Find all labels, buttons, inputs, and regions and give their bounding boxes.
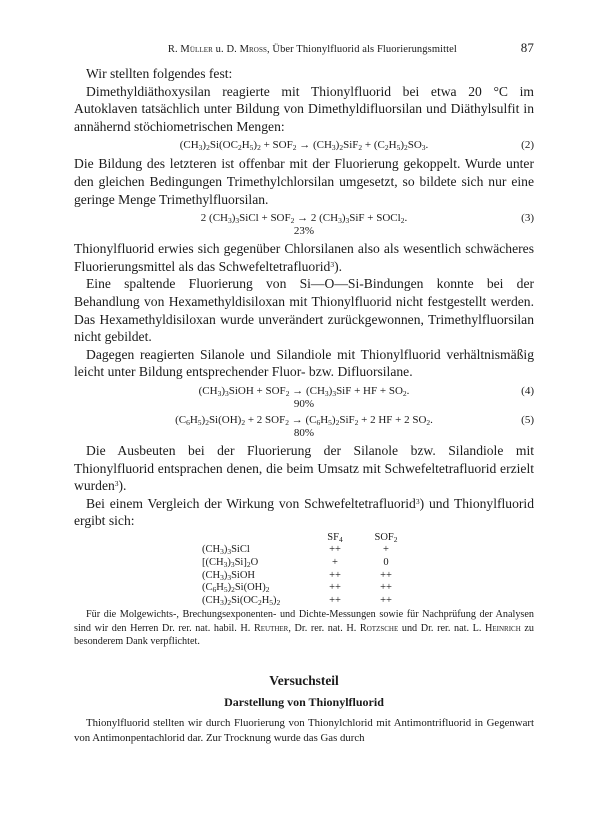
equation-3 — [74, 211, 534, 237]
equation-number: (3) — [521, 212, 534, 225]
reference-3: 3 — [330, 259, 335, 269]
table-row — [202, 582, 414, 595]
sof2-cell: ++ — [380, 569, 392, 581]
sf4-cell: ++ — [329, 569, 341, 581]
table-row — [202, 595, 414, 608]
page — [74, 40, 534, 746]
equation-4-formula: $(CH_3)_3SiOH + SOF_2 \to (CH_3)_3SiF$ + HF + $SO_2$. — [198, 384, 410, 398]
subsection-heading: Darstellung von Thionylfluorid — [224, 694, 384, 709]
equation-2 — [74, 138, 534, 152]
compound-cell: $(C_6H_5)_2Si(OH)_2$ — [202, 582, 270, 595]
sof2-cell: + — [383, 544, 389, 556]
column-header-sf4: $SF_4$ — [327, 531, 343, 544]
equation-5 — [74, 413, 534, 439]
sf4-cell: + — [332, 557, 338, 569]
paragraph-3: Die Bildung des letzteren ist offenbar mit der Fluorierung gekoppelt. Wurde unter den gleichen Bedingungen Trimethylchlorsilan umgesetzt, so bildete sich nur eine geringe Menge Trimethylfluorsilan. — [74, 156, 534, 207]
running-header — [74, 40, 534, 56]
reference-3: 3 — [415, 496, 420, 506]
equation-number: (2) — [521, 139, 534, 152]
paragraph-7: Die Ausbeuten bei der Fluorierung der Silanole bzw. Silandiole mit Thionylfluorid entsprachen denen, die beim Umsatz mit Schwefeltetrafluorid erzielt wurden$^3$). — [74, 442, 534, 494]
sof2-cell: ++ — [380, 594, 392, 606]
equation-number: (5) — [521, 413, 534, 426]
comparison-table — [202, 532, 414, 608]
table-row — [202, 544, 414, 557]
equation-3-formula: 2 $(CH_3)_3SiCl + SOF_2 \to 2$ $(CH_3)_3SiF$ + SOCl$_2$. — [200, 212, 408, 226]
running-title: R. Müller u. D. Mross, Über Thionylfluorid als Fluorierungsmittel — [167, 44, 457, 55]
section-heading: Versuchsteil — [269, 672, 339, 688]
experimental-paragraph: Thionylfluorid stellten wir durch Fluorierung von Thionylchlorid mit Antimontrifluorid in Gegenwart von Antimonpentachlorid dar. Zur Trocknung wurde das Gas durch — [74, 716, 534, 744]
paragraph-6: Dagegen reagierten Silanole und Silandiole mit Thionylfluorid verhältnismäßig leicht unter Bildung entsprechender Fluor- bzw. Difluorsilane. — [74, 346, 534, 380]
equation-4-yield: 90% — [293, 397, 315, 410]
person-name: H. Reuther — [240, 622, 289, 634]
equation-5-formula: $(C_6H_5)_2Si(OH)_2 + 2$ $SOF_2 \to (C_6H_5)_2SiF_2 + 2$ HF + 2 $SO_2$. — [175, 413, 433, 427]
page-number: 87 — [520, 40, 534, 55]
equation-3-yield: 23% — [293, 225, 315, 238]
sof2-cell: 0 — [383, 557, 389, 569]
paragraph-1: Wir stellten folgendes fest: — [86, 66, 233, 81]
equation-2-formula: $(CH_3)_2Si(OC_2H_5)_2 + SOF_2 \to (CH_3)_2SiF_2 + (C_2H_5)_2SO_3$. — [179, 139, 429, 153]
sf4-cell: ++ — [329, 582, 341, 594]
sf4-cell: ++ — [329, 594, 341, 606]
paragraph-2: Dimethyldiäthoxysilan reagierte mit Thionylfluorid bei etwa 20 °C im Autoklaven tatsächlich unter Bildung von Dimethyldifluorsilan und Diäthylsulfit in annähernd stöchiometrischen Mengen: — [74, 83, 534, 134]
sof2-cell: ++ — [380, 582, 392, 594]
sf4-cell: ++ — [329, 544, 341, 556]
table-row — [202, 557, 414, 570]
compound-cell: $(CH_3)_2Si(OC_2H_5)_2$ — [202, 594, 281, 607]
compound-cell: $[(CH_3)_3Si]_2O$ — [202, 557, 259, 570]
paragraph-4: Thionylfluorid erwies sich gegenüber Chlorsilanen also als wesentlich schwächeres Fluorierungsmittel als das Schwefeltetrafluorid$^3$). — [74, 241, 534, 274]
person-name: L. Heinrich — [472, 622, 521, 634]
table-row — [202, 570, 414, 583]
table-header-row — [202, 532, 414, 545]
column-header-sof2: $SOF_2$ — [374, 531, 398, 544]
person-name: H. Rotzsche — [346, 622, 399, 634]
reference-3: 3 — [114, 479, 119, 489]
compound-cell: $(CH_3)_3SiCl$ — [202, 544, 250, 557]
acknowledgement: Für die Molgewichts-, Brechungsexponenten- und Dichte-Messungen sowie für Nachprüfung der Analysen sind wir den Herren Dr. rer. nat. habil. H. Reuther, Dr. rer. nat. H. Rotzsche und Dr. rer. nat. L. Heinrich zu besonderem Dank verpflichtet. — [74, 609, 534, 648]
equation-4 — [74, 384, 534, 410]
compound-cell: $(CH_3)_3SiOH$ — [202, 569, 256, 582]
paragraph-5: Eine spaltende Fluorierung von Si—O—Si-Bindungen konnte bei der Behandlung von Hexamethyldisiloxan mit Thionylfluorid nicht festgestellt werden. Das Hexamethyldisiloxan wurde unverändert zurückgewonnen, Trimethylfluorsilan nicht gebildet. — [74, 276, 534, 345]
paragraph-8: Bei einem Vergleich der Wirkung von Schwefeltetrafluorid$^3$) und Thionylfluorid ergibt sich: — [74, 495, 535, 529]
equation-number: (4) — [521, 384, 534, 397]
equation-5-yield: 80% — [293, 426, 315, 439]
